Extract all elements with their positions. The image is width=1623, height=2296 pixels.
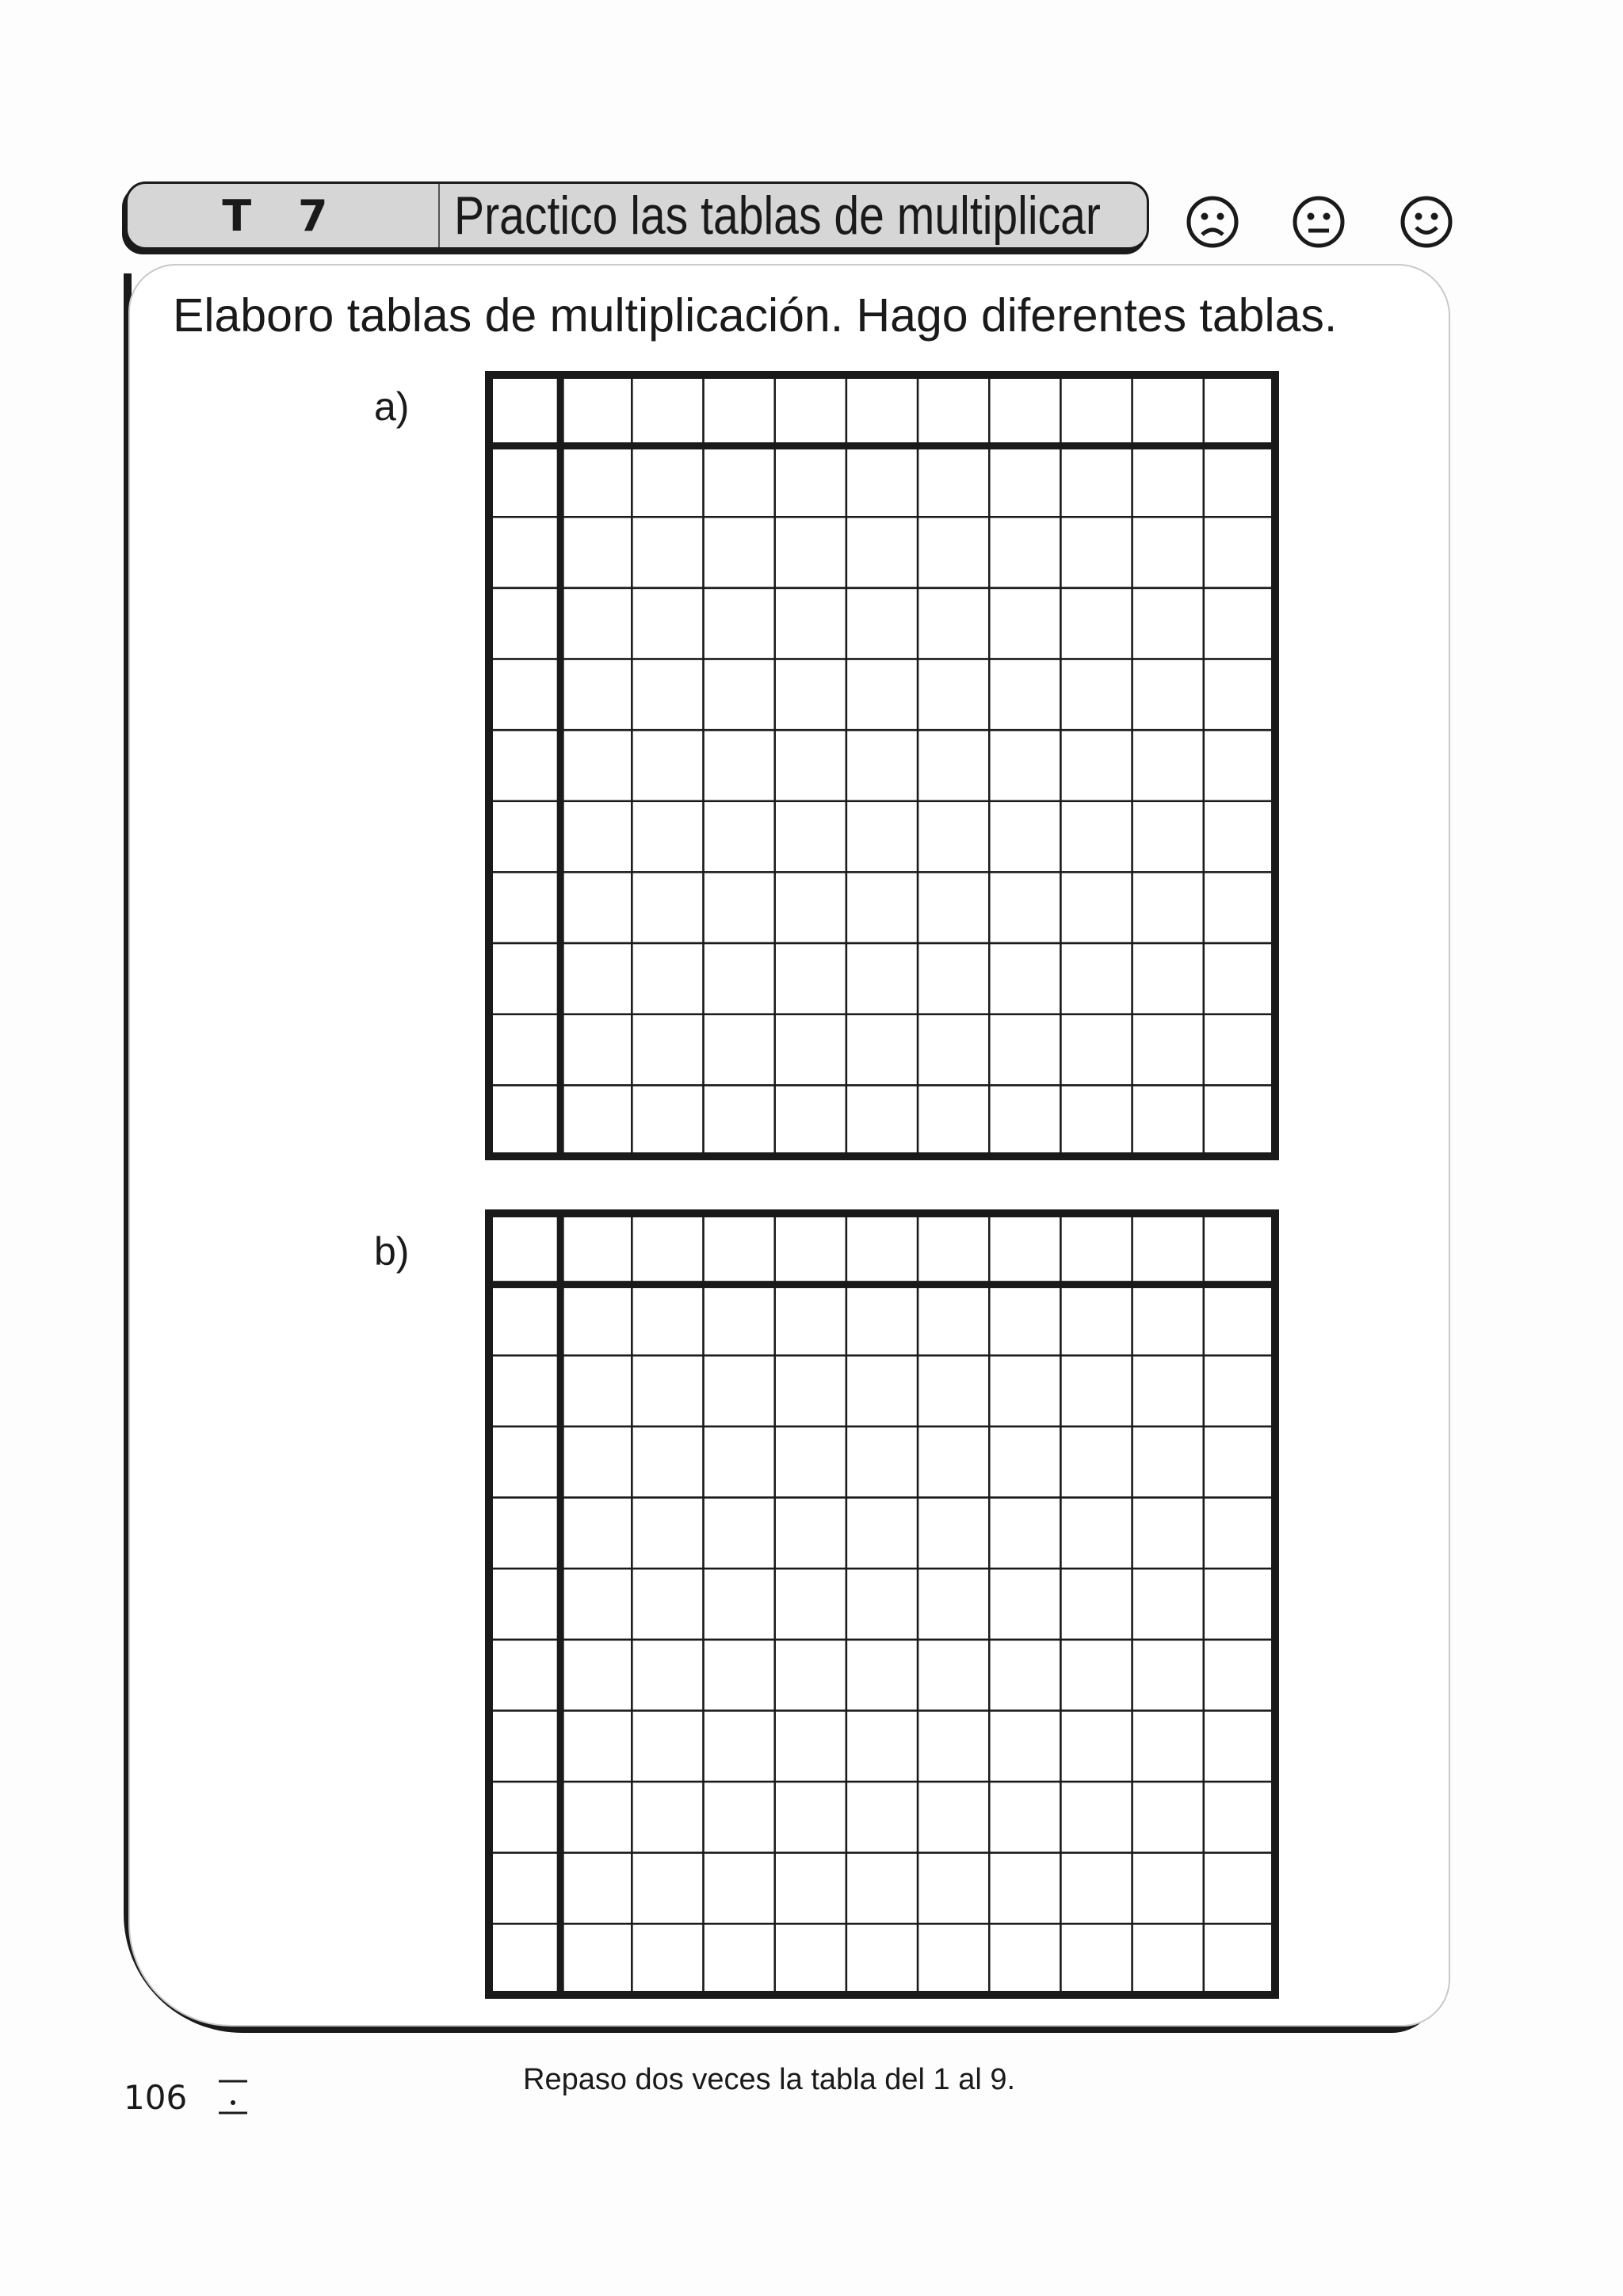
grid-cell[interactable] [918, 1285, 989, 1356]
grid-header-cell[interactable] [704, 1213, 775, 1285]
grid-cell[interactable] [1132, 1782, 1204, 1853]
grid-cell[interactable] [1060, 659, 1132, 731]
grid-cell[interactable] [632, 517, 703, 588]
grid-cell[interactable] [989, 730, 1060, 801]
grid-cell[interactable] [560, 730, 632, 801]
grid-header-cell[interactable] [489, 659, 560, 731]
grid-cell[interactable] [1132, 1640, 1204, 1711]
grid-cell[interactable] [1132, 659, 1204, 731]
grid-cell[interactable] [704, 1014, 775, 1086]
grid-cell[interactable] [918, 872, 989, 943]
grid-cell[interactable] [704, 1568, 775, 1640]
grid-cell[interactable] [989, 1568, 1060, 1640]
grid-header-cell[interactable] [918, 1213, 989, 1285]
grid-cell[interactable] [989, 1498, 1060, 1569]
grid-cell[interactable] [1204, 588, 1275, 659]
grid-cell[interactable] [704, 1853, 775, 1924]
grid-cell[interactable] [632, 1924, 703, 1995]
grid-cell[interactable] [846, 730, 918, 801]
grid-header-cell[interactable] [704, 375, 775, 446]
grid-cell[interactable] [1204, 1782, 1275, 1853]
grid-cell[interactable] [632, 1568, 703, 1640]
grid-cell[interactable] [1132, 1498, 1204, 1569]
grid-cell[interactable] [704, 730, 775, 801]
grid-cell[interactable] [846, 1924, 918, 1995]
grid-cell[interactable] [632, 872, 703, 943]
grid-header-cell[interactable] [489, 872, 560, 943]
grid-cell[interactable] [1204, 943, 1275, 1014]
grid-cell[interactable] [918, 1640, 989, 1711]
grid-cell[interactable] [989, 588, 1060, 659]
title-tab [125, 181, 1149, 250]
grid-cell[interactable] [704, 1710, 775, 1782]
grid-cell[interactable] [1204, 1355, 1275, 1427]
grid-cell[interactable] [775, 943, 846, 1014]
grid-cell[interactable] [560, 1085, 632, 1156]
grid-cell[interactable] [1060, 1710, 1132, 1782]
grid-cell[interactable] [775, 801, 846, 873]
grid-cell[interactable] [846, 872, 918, 943]
grid-cell[interactable] [632, 1014, 703, 1086]
grid-header-cell[interactable] [489, 1640, 560, 1711]
grid-cell[interactable] [775, 1640, 846, 1711]
grid-cell[interactable] [918, 588, 989, 659]
grid-header-cell[interactable] [489, 1014, 560, 1086]
grid-cell[interactable] [918, 1853, 989, 1924]
division-sign-icon [216, 2076, 250, 2116]
grid-cell[interactable] [846, 1498, 918, 1569]
grid-cell[interactable] [1060, 1782, 1132, 1853]
grid-cell[interactable] [1204, 1085, 1275, 1156]
grid-cell[interactable] [704, 1285, 775, 1356]
grid-cell[interactable] [704, 801, 775, 873]
grid-cell[interactable] [1204, 1568, 1275, 1640]
grid-cell[interactable] [632, 1782, 703, 1853]
grid-header-cell[interactable] [775, 375, 846, 446]
grid-cell[interactable] [846, 1014, 918, 1086]
grid-cell[interactable] [560, 1782, 632, 1853]
grid-cell[interactable] [1204, 446, 1275, 518]
grid-cell[interactable] [632, 730, 703, 801]
grid-cell[interactable] [1132, 1710, 1204, 1782]
grid-cell[interactable] [560, 1924, 632, 1995]
grid-header-cell[interactable] [489, 1355, 560, 1427]
grid-cell[interactable] [918, 1085, 989, 1156]
grid-header-cell[interactable] [846, 375, 918, 446]
grid-cell[interactable] [1060, 1355, 1132, 1427]
grid-cell[interactable] [560, 1568, 632, 1640]
grid-cell[interactable] [632, 1853, 703, 1924]
grid-header-cell[interactable] [1132, 375, 1204, 446]
grid-cell[interactable] [1060, 1085, 1132, 1156]
grid-cell[interactable] [560, 1710, 632, 1782]
grid-cell[interactable] [632, 1085, 703, 1156]
grid-cell[interactable] [846, 446, 918, 518]
grid-cell[interactable] [846, 1710, 918, 1782]
grid-cell[interactable] [1204, 801, 1275, 873]
grid-cell[interactable] [1204, 1640, 1275, 1711]
grid-cell[interactable] [632, 1710, 703, 1782]
grid-cell[interactable] [775, 446, 846, 518]
grid-cell[interactable] [560, 1498, 632, 1569]
grid-cell[interactable] [775, 1782, 846, 1853]
grid-header-cell[interactable] [489, 1782, 560, 1853]
grid-cell[interactable] [989, 1285, 1060, 1356]
grid-cell[interactable] [846, 1355, 918, 1427]
grid-cell[interactable] [775, 1014, 846, 1086]
grid-cell[interactable] [704, 588, 775, 659]
grid-cell[interactable] [989, 1853, 1060, 1924]
grid-header-cell[interactable] [489, 517, 560, 588]
grid-cell[interactable] [1132, 588, 1204, 659]
grid-cell[interactable] [632, 1285, 703, 1356]
grid-header-cell[interactable] [489, 588, 560, 659]
grid-cell[interactable] [775, 1085, 846, 1156]
grid-header-cell[interactable] [489, 730, 560, 801]
grid-cell[interactable] [846, 517, 918, 588]
grid-cell[interactable] [632, 1427, 703, 1498]
grid-cell[interactable] [704, 659, 775, 731]
grid-cell[interactable] [632, 1355, 703, 1427]
grid-cell[interactable] [560, 1640, 632, 1711]
grid-cell[interactable] [918, 1924, 989, 1995]
grid-cell[interactable] [632, 659, 703, 731]
grid-cell[interactable] [846, 1568, 918, 1640]
grid-cell[interactable] [1132, 1014, 1204, 1086]
grid-cell[interactable] [1060, 730, 1132, 801]
grid-header-cell[interactable] [632, 375, 703, 446]
grid-cell[interactable] [704, 1355, 775, 1427]
grid-cell[interactable] [918, 659, 989, 731]
grid-cell[interactable] [989, 1782, 1060, 1853]
grid-cell[interactable] [1132, 446, 1204, 518]
grid-cell[interactable] [918, 446, 989, 518]
multiplication-grid-b[interactable] [485, 1209, 1279, 1999]
grid-cell[interactable] [1132, 1355, 1204, 1427]
grid-cell[interactable] [1204, 1285, 1275, 1356]
grid-header-cell[interactable] [1204, 1213, 1275, 1285]
page-title: Practico las tablas de multiplicar [454, 185, 1101, 246]
grid-cell[interactable] [918, 1014, 989, 1086]
grid-cell[interactable] [918, 1427, 989, 1498]
grid-cell[interactable] [989, 1085, 1060, 1156]
grid-cell[interactable] [1060, 1853, 1132, 1924]
grid-cell[interactable] [704, 1782, 775, 1853]
happy-face-icon[interactable] [1398, 193, 1455, 250]
grid-cell[interactable] [918, 1568, 989, 1640]
grid-cell[interactable] [1060, 588, 1132, 659]
grid-header-cell[interactable] [489, 1427, 560, 1498]
grid-cell[interactable] [775, 730, 846, 801]
grid-cell[interactable] [704, 1427, 775, 1498]
grid-cell[interactable] [1132, 1568, 1204, 1640]
grid-cell[interactable] [560, 801, 632, 873]
grid-cell[interactable] [989, 1014, 1060, 1086]
grid-cell[interactable] [560, 872, 632, 943]
grid-cell[interactable] [1132, 872, 1204, 943]
grid-cell[interactable] [1060, 872, 1132, 943]
grid-cell[interactable] [846, 1085, 918, 1156]
grid-header-cell[interactable] [560, 375, 632, 446]
grid-cell[interactable] [704, 1085, 775, 1156]
grid-cell[interactable] [704, 1640, 775, 1711]
grid-cell[interactable] [560, 943, 632, 1014]
grid-cell[interactable] [918, 801, 989, 873]
grid-cell[interactable] [846, 1640, 918, 1711]
grid-cell[interactable] [560, 1285, 632, 1356]
grid-cell[interactable] [775, 1710, 846, 1782]
grid-cell[interactable] [704, 943, 775, 1014]
grid-cell[interactable] [846, 588, 918, 659]
grid-cell[interactable] [989, 801, 1060, 873]
grid-cell[interactable] [918, 730, 989, 801]
grid-header-cell[interactable] [918, 375, 989, 446]
grid-cell[interactable] [560, 1427, 632, 1498]
grid-cell[interactable] [1132, 1285, 1204, 1356]
grid-header-cell[interactable] [1060, 375, 1132, 446]
grid-cell[interactable] [775, 1285, 846, 1356]
page-number: 106 [124, 2078, 188, 2117]
grid-cell[interactable] [989, 1355, 1060, 1427]
grid-cell[interactable] [846, 1782, 918, 1853]
grid-cell[interactable] [846, 801, 918, 873]
grid-cell[interactable] [775, 1924, 846, 1995]
grid-cell[interactable] [775, 588, 846, 659]
grid-header-cell[interactable] [489, 1085, 560, 1156]
grid-cell[interactable] [1204, 730, 1275, 801]
grid-cell[interactable] [1060, 446, 1132, 518]
grid-header-cell[interactable] [489, 375, 560, 446]
grid-cell[interactable] [775, 1427, 846, 1498]
grid-cell[interactable] [632, 943, 703, 1014]
unit-code: T 7 [222, 190, 344, 241]
grid-cell[interactable] [560, 446, 632, 518]
grid-cell[interactable] [704, 1498, 775, 1569]
grid-cell[interactable] [1060, 1568, 1132, 1640]
grid-header-cell[interactable] [1204, 375, 1275, 446]
grid-cell[interactable] [846, 1285, 918, 1356]
grid-cell[interactable] [989, 517, 1060, 588]
grid-cell[interactable] [918, 517, 989, 588]
grid-header-cell[interactable] [489, 1498, 560, 1569]
grid-cell[interactable] [775, 872, 846, 943]
multiplication-grid-a[interactable] [485, 371, 1279, 1160]
grid-cell[interactable] [846, 659, 918, 731]
grid-cell[interactable] [989, 1924, 1060, 1995]
footer-note: Repaso dos veces la tabla del 1 al 9. [523, 2063, 1016, 2096]
grid-header-cell[interactable] [489, 1285, 560, 1356]
grid-cell[interactable] [560, 517, 632, 588]
grid-cell[interactable] [1060, 801, 1132, 873]
grid-header-cell[interactable] [489, 1213, 560, 1285]
grid-cell[interactable] [632, 588, 703, 659]
grid-cell[interactable] [918, 1498, 989, 1569]
grid-cell[interactable] [1060, 517, 1132, 588]
grid-header-cell[interactable] [489, 801, 560, 873]
grid-cell[interactable] [560, 588, 632, 659]
grid-cell[interactable] [1132, 1085, 1204, 1156]
grid-cell[interactable] [775, 1355, 846, 1427]
grid-cell[interactable] [1060, 1014, 1132, 1086]
grid-cell[interactable] [560, 659, 632, 731]
grid-cell[interactable] [775, 1498, 846, 1569]
grid-header-cell[interactable] [489, 1568, 560, 1640]
grid-cell[interactable] [1132, 517, 1204, 588]
grid-cell[interactable] [1204, 1924, 1275, 1995]
grid-cell[interactable] [1060, 1427, 1132, 1498]
sad-face-icon[interactable] [1184, 193, 1241, 250]
grid-header-cell[interactable] [632, 1213, 703, 1285]
grid-cell[interactable] [704, 1924, 775, 1995]
grid-cell[interactable] [1204, 659, 1275, 731]
grid-cell[interactable] [918, 1782, 989, 1853]
grid-header-cell[interactable] [560, 1213, 632, 1285]
grid-cell[interactable] [918, 1710, 989, 1782]
grid-cell[interactable] [1204, 872, 1275, 943]
grid-cell[interactable] [775, 659, 846, 731]
grid-cell[interactable] [1132, 1427, 1204, 1498]
grid-cell[interactable] [632, 1498, 703, 1569]
grid-cell[interactable] [918, 1355, 989, 1427]
grid-header-cell[interactable] [489, 1924, 560, 1995]
grid-cell[interactable] [1204, 1014, 1275, 1086]
grid-header-cell[interactable] [846, 1213, 918, 1285]
grid-cell[interactable] [1132, 1853, 1204, 1924]
grid-cell[interactable] [989, 446, 1060, 518]
instruction-text: Elaboro tablas de multiplicación. Hago diferentes tablas. [173, 289, 1338, 342]
grid-cell[interactable] [1060, 1285, 1132, 1356]
grid-cell[interactable] [560, 1355, 632, 1427]
grid-cell[interactable] [704, 517, 775, 588]
grid-cell[interactable] [1060, 1498, 1132, 1569]
grid-header-cell[interactable] [489, 943, 560, 1014]
grid-cell[interactable] [1132, 730, 1204, 801]
grid-cell[interactable] [775, 1568, 846, 1640]
grid-header-cell[interactable] [489, 1853, 560, 1924]
grid-cell[interactable] [1204, 1853, 1275, 1924]
grid-header-cell[interactable] [775, 1213, 846, 1285]
neutral-face-icon[interactable] [1290, 193, 1347, 250]
grid-cell[interactable] [846, 943, 918, 1014]
grid-cell[interactable] [632, 1640, 703, 1711]
grid-header-cell[interactable] [989, 1213, 1060, 1285]
grid-header-cell[interactable] [489, 446, 560, 518]
grid-cell[interactable] [989, 659, 1060, 731]
grid-cell[interactable] [1132, 801, 1204, 873]
grid-cell[interactable] [989, 1710, 1060, 1782]
grid-cell[interactable] [989, 872, 1060, 943]
grid-cell[interactable] [1204, 517, 1275, 588]
grid-cell[interactable] [1204, 1710, 1275, 1782]
grid-cell[interactable] [775, 517, 846, 588]
grid-cell[interactable] [632, 801, 703, 873]
grid-header-cell[interactable] [1132, 1213, 1204, 1285]
grid-cell[interactable] [560, 1014, 632, 1086]
grid-cell[interactable] [1204, 1498, 1275, 1569]
grid-header-cell[interactable] [1060, 1213, 1132, 1285]
grid-cell[interactable] [1132, 943, 1204, 1014]
grid-header-cell[interactable] [489, 1710, 560, 1782]
grid-cell[interactable] [704, 872, 775, 943]
grid-cell[interactable] [775, 1853, 846, 1924]
table-a-label: a) [374, 384, 410, 429]
grid-cell[interactable] [989, 943, 1060, 1014]
grid-cell[interactable] [704, 446, 775, 518]
grid-header-cell[interactable] [989, 375, 1060, 446]
grid-cell[interactable] [846, 1427, 918, 1498]
grid-cell[interactable] [1132, 1924, 1204, 1995]
grid-cell[interactable] [632, 446, 703, 518]
grid-cell[interactable] [1060, 1924, 1132, 1995]
grid-cell[interactable] [846, 1853, 918, 1924]
grid-cell[interactable] [1204, 1427, 1275, 1498]
grid-cell[interactable] [1060, 943, 1132, 1014]
table-b-label: b) [374, 1229, 410, 1274]
tab-divider [438, 184, 440, 247]
grid-cell[interactable] [918, 943, 989, 1014]
grid-cell[interactable] [989, 1640, 1060, 1711]
grid-cell[interactable] [560, 1853, 632, 1924]
grid-cell[interactable] [1060, 1640, 1132, 1711]
grid-cell[interactable] [989, 1427, 1060, 1498]
